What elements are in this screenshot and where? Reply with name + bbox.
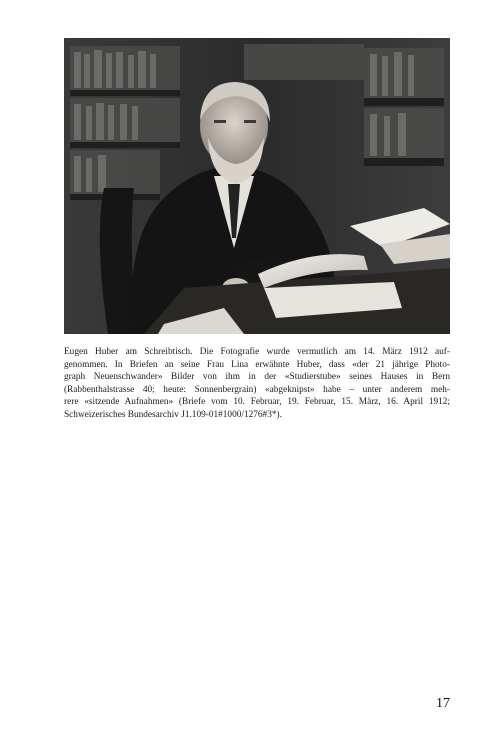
photograph-image: [64, 38, 450, 334]
caption-line: Eugen Huber am Schreibtisch. Die Fotografie wurde vermutlich am 14. März 1912 auf-: [64, 347, 450, 357]
caption-line: rere «sitzende Aufnahmen» (Briefe vom 10. Februar, 19. Februar, 15. März, 16. April 1912;: [64, 397, 450, 408]
page-number: 17: [436, 696, 450, 711]
historical-photograph: [64, 38, 450, 334]
photo-caption: [64, 346, 450, 422]
caption-line: genommen. In Briefen an seine Frau Lina erwähnte Huber, dass «der 21 jährige Photo-: [64, 359, 450, 370]
caption-line: graph Neuenschwander» Bilder von ihm in der «Studierstube» seines Hauses in Bern: [64, 372, 450, 383]
caption-line: Schweizerisches Bundesarchiv J1.109-01#1000/1276#3*).: [64, 409, 282, 420]
caption-line: (Rabbenthalstrasse 40; heute: Sonnenbergrain) «abgeknipst» habe – unter anderem meh-: [64, 384, 450, 395]
